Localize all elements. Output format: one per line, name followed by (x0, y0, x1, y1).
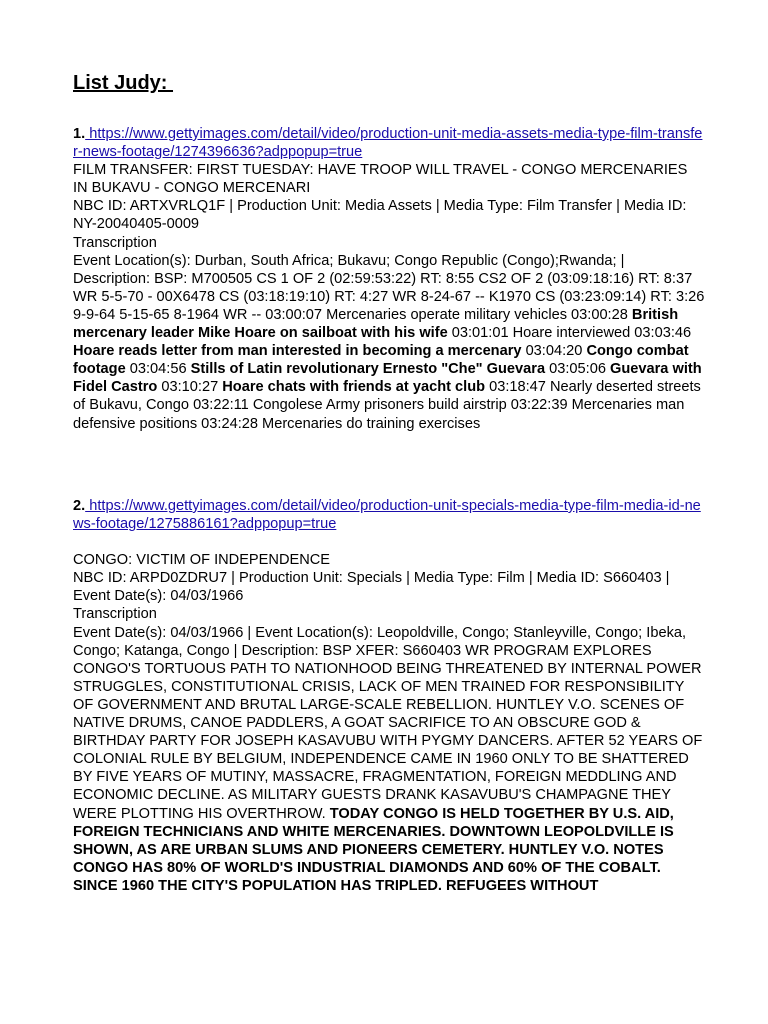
desc-highlight: British mercenary leader Mike Hoare on sailboat with his wife (73, 306, 679, 342)
entry-1-ids: NBC ID: ARTXVRLQ1F | Production Unit: Media Assets | Media Type: Film Transfer | Media ID: NY-20040405-0009 (73, 198, 687, 233)
entry-2-description (73, 624, 705, 895)
desc-segment: Event Location(s): Durban, South Africa; Bukavu; Congo Republic (Congo);Rwanda; | Description: BSP: M700505 CS 1 OF 2 (02:59:53:22) RT: 8:55 CS2 OF 2 (03:09:18:16) RT: 8:37 WR 5-5-70 - 00X6478 CS (03:18:19:10) RT: 4:27 WR 8-24-67 -- K1970 CS (03:23:09:14) RT: 3:26 9-9-64 5-15-65 8-1964 WR -- 03:00:07 Mercenaries operate military vehicles 03:00:28 (73, 252, 705, 323)
entry-2-link-line (73, 497, 705, 533)
entry-1-description (73, 252, 705, 433)
entry-number: 2. (73, 498, 86, 514)
entry-2-link[interactable]: https://www.gettyimages.com/detail/video/production-unit-specials-media-type-film-media-id-news-footage/1275886161?adppopup=true (73, 498, 701, 533)
spacer (73, 533, 705, 551)
entry-2-ids: NBC ID: ARPD0ZDRU7 | Production Unit: Specials | Media Type: Film | Media ID: S660403 | Event Date(s): 04/03/1966 (73, 570, 670, 605)
desc-highlight: Congo combat footage (73, 343, 689, 378)
entry-number: 1. (73, 126, 86, 142)
desc-highlight: TODAY CONGO IS HELD TOGETHER BY U.S. AID, FOREIGN TECHNICIANS AND WHITE MERCENARIES. DOWNTOWN LEOPOLDVILLE IS SHOWN, AS ARE URBAN SLUMS AND PIONEERS CEMETERY. HUNTLEY V.O. NOTES CONGO HAS 80% OF WORLD'S INDUSTRIAL DIAMONDS AND 60% OF THE COBALT. SINCE 1960 THE CITY'S POPULATION HAS TRIPLED. REFUGEES WITHOUT (73, 805, 674, 894)
list-entry-2 (73, 497, 705, 895)
desc-segment: 03:04:20 (521, 343, 587, 360)
entry-1-link-line (73, 125, 705, 161)
entry-2-transcription-label: Transcription (73, 606, 157, 623)
entry-1-link[interactable]: https://www.gettyimages.com/detail/video/production-unit-media-assets-media-type-film-transfer-news-footage/1274396636?adppopup=true (73, 126, 703, 161)
desc-segment: 03:04:56 (125, 361, 191, 378)
entry-1-transcription-label: Transcription (73, 234, 157, 251)
desc-segment: Event Date(s): 04/03/1966 | Event Location(s): Leopoldville, Congo; Stanleyville, Congo; Ibeka, Congo; Katanga, Congo | Description: BSP XFER: S660403 WR PROGRAM EXPLORES CONGO'S TORTUOUS PATH TO NATIONHOOD BEING THREATENED BY INTERNAL POWER STRUGGLES, CONSTITUTIONAL CRISIS, LACK OF MEN TRAINED FOR RESPONSIBILITY OF GOVERNMENT AND BRUTAL LARGE-SCALE REBELLION. HUNTLEY V.O. SCENES OF NATIVE DRUMS, CANOE PADDLERS, A GOAT SACRIFICE TO AN OBSCURE GOD & BIRTHDAY PARTY FOR JOSEPH KASAVUBU WITH PYGMY DANCERS. AFTER 52 YEARS OF COLONIAL RULE BY BELGIUM, INDEPENDENCE CAME IN 1960 ONLY TO BE SHATTERED BY FIVE YEARS OF MUTINY, MASSACRE, FRAGMENTATION, FOREIGN MEDDLING AND ECONOMIC DECLINE. AS MILITARY GUESTS DRANK KASAVUBU'S CHAMPAGNE THEY WERE PLOTTING HIS OVERTHROW. (73, 624, 703, 822)
desc-highlight: Hoare reads letter from man interested in becoming a mercenary (73, 343, 522, 360)
desc-highlight: Guevara with Fidel Castro (73, 361, 702, 396)
entry-1-heading: FILM TRANSFER: FIRST TUESDAY: HAVE TROOP WILL TRAVEL - CONGO MERCENARIES IN BUKAVU - CONGO MERCENARI (73, 162, 688, 197)
entry-2-heading: CONGO: VICTIM OF INDEPENDENCE (73, 552, 331, 569)
desc-highlight: Hoare chats with friends at yacht club (222, 379, 486, 396)
page-title: List Judy: (73, 72, 174, 94)
desc-segment: 03:01:01 Hoare interviewed 03:03:46 (447, 325, 692, 342)
desc-highlight: Stills of Latin revolutionary Ernesto "Che" Guevara (190, 361, 546, 378)
desc-segment: 03:18:47 Nearly deserted streets of Bukavu, Congo 03:22:11 Congolese Army prisoners build airstrip 03:22:39 Mercenaries man defensive positions 03:24:28 Mercenaries do training exercises (73, 379, 701, 432)
desc-segment: 03:10:27 (157, 379, 223, 396)
desc-segment: 03:05:06 (545, 361, 610, 378)
list-entry-1 (73, 125, 705, 433)
